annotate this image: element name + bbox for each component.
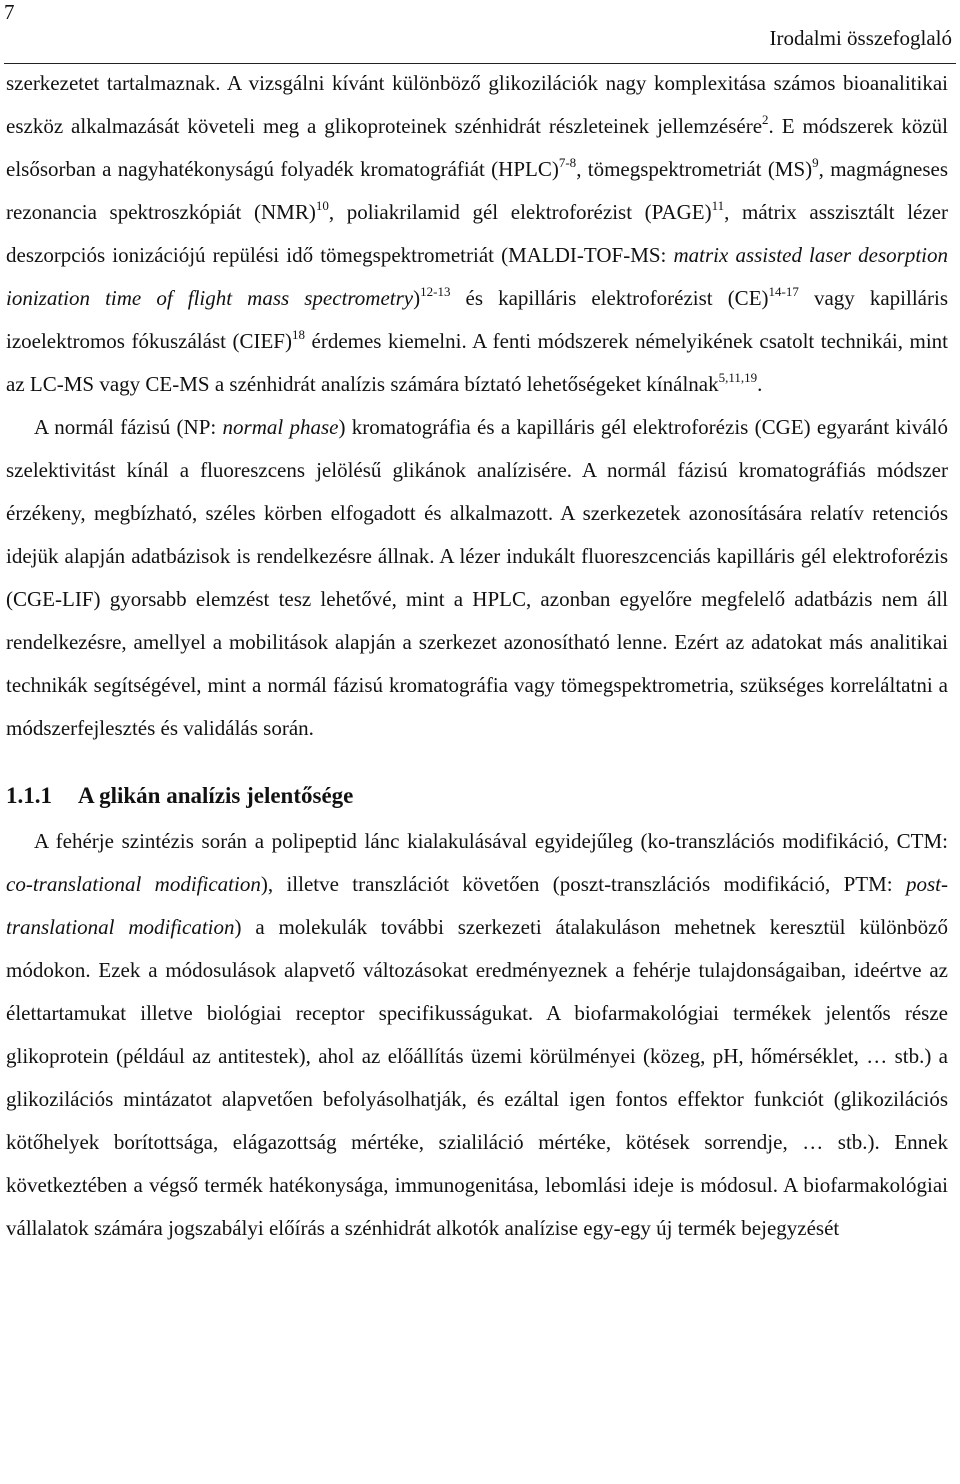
section-number: 1.1.1 <box>6 783 52 808</box>
p1-text-6: , mátrix asszisztált lézer deszorpciós ionizációjú repülési idő tömegspektrometriát (MALDI-TOF-MS: <box>6 200 948 267</box>
p3-italic-term-1: co-translational modification <box>6 872 261 896</box>
paragraph-3 <box>6 820 948 1250</box>
document-body <box>6 62 948 1250</box>
p1-text-4: , magmágneses rezonancia spektroszkópiát (NMR) <box>6 157 949 224</box>
citation-ref: 5,11,19 <box>718 370 758 385</box>
citation-ref: 11 <box>711 198 725 213</box>
citation-ref: 12-13 <box>420 284 451 299</box>
p1-text-11: . <box>757 372 763 396</box>
p3-text-1: A fehérje szintézis során a polipeptid lánc kialakulásával egyidejűleg (ko-transzlációs modifikáció, CTM: <box>34 829 948 853</box>
p1-text-3: , tömegspektrometriát (MS) <box>576 157 813 181</box>
citation-ref: 14-17 <box>768 284 799 299</box>
p1-text-1: szerkezetet tartalmaznak. A vizsgálni kívánt különböző glikozilációk nagy komplexitása számos bioanalitikai eszköz alkalmazását követeli meg a glikoproteinek szénhidrát részleteinek jellemzésére <box>6 71 948 138</box>
p1-text-9: vagy kapilláris izoelektromos fókuszálást (CIEF) <box>6 286 948 353</box>
p2-text-1: A normál fázisú (NP: <box>34 415 223 439</box>
citation-ref: 18 <box>291 327 305 342</box>
p3-text-2: ), illetve transzlációt követően (poszt-transzlációs modifikáció, PTM: <box>260 872 906 896</box>
p1-italic-term: matrix assisted laser desorption ionization time of flight mass spectrometry <box>6 243 949 310</box>
paragraph-1 <box>6 62 948 406</box>
citation-ref: 10 <box>315 198 329 213</box>
paragraph-2 <box>6 406 948 750</box>
p3-italic-term-2: post-translational modification <box>6 872 948 939</box>
section-heading <box>6 772 948 820</box>
p2-italic-term: normal phase <box>222 415 339 439</box>
citation-ref: 7-8 <box>558 155 577 170</box>
p1-text-7: ) <box>413 286 421 310</box>
p2-text-2: ) kromatográfia és a kapilláris gél elektroforézis (CGE) egyaránt kiváló szelektivitást kínál a fluoreszcens jelölésű glikánok analízisére. A normál fázisú kromatográfiás módszer érzékeny, megbízható, széles körben elfogadott és alkalmazott. A szerkezetek azonosítására relatív retenciós idejük alapján adatbázisok is rendelkezésre állnak. A lézer indukált fluoreszcenciás kapilláris gél elektroforézis (CGE-LIF) gyorsabb elemzést tesz lehetővé, mint a HPLC, azonban egyelőre megfelelő adatbázis nem áll rendelkezésre, amellyel a mobilitások alapján a szerkezet azonosítható lenne. Ezért az adatokat más analitikai technikák segítségével, mint a normál fázisú kromatográfia vagy tömegspektrometria, szükséges korreláltatni a módszerfejlesztés és validálás során. <box>6 415 949 740</box>
citation-ref: 9 <box>812 155 819 170</box>
p1-text-10: érdemes kiemelni. A fenti módszerek némelyikének csatolt technikái, mint az LC-MS vagy CE-MS a szénhidrát analízis számára bíztató lehetőségeket kínálnak <box>6 329 948 396</box>
p1-text-5: , poliakrilamid gél elektroforézist (PAGE) <box>328 200 712 224</box>
citation-ref: 2 <box>762 112 769 127</box>
page-number: 7 <box>4 0 15 24</box>
p1-text-8: és kapilláris elektroforézist (CE) <box>450 286 769 310</box>
running-header: Irodalmi összefoglaló <box>769 26 952 50</box>
section-title: A glikán analízis jelentősége <box>78 783 354 808</box>
p1-text-2: . E módszerek közül elsősorban a nagyhatékonyságú folyadék kromatográfiát (HPLC) <box>6 114 948 181</box>
p3-text-3: ) a molekulák további szerkezeti átalakuláson mehetnek keresztül különböző módokon. Ezek a módosulások alapvető változásokat eredményeznek a fehérje tulajdonságaiban, ideértve az élettartamukat illetve biológiai receptor specifikusságukat. A biofarmakológiai termékek jelentős része glikoprotein (például az antitestek), ahol az előállítás üzemi körülményei (közeg, pH, hőmérséklet, … stb.) a glikozilációs mintázatot alapvetően befolyásolhatják, és ezáltal igen fontos effektor funkciót (glikozilációs kötőhelyek borítottsága, elágazottság mértéke, szialiláció mértéke, kötések sorrendje, … stb.). Ennek következtében a végső termék hatékonysága, immunogenitása, lebomlási ideje is módosul. A biofarmakológiai vállalatok számára jogszabályi előírás a szénhidrát alkotók analízise egy-egy új termék bejegyzését <box>6 915 948 1240</box>
